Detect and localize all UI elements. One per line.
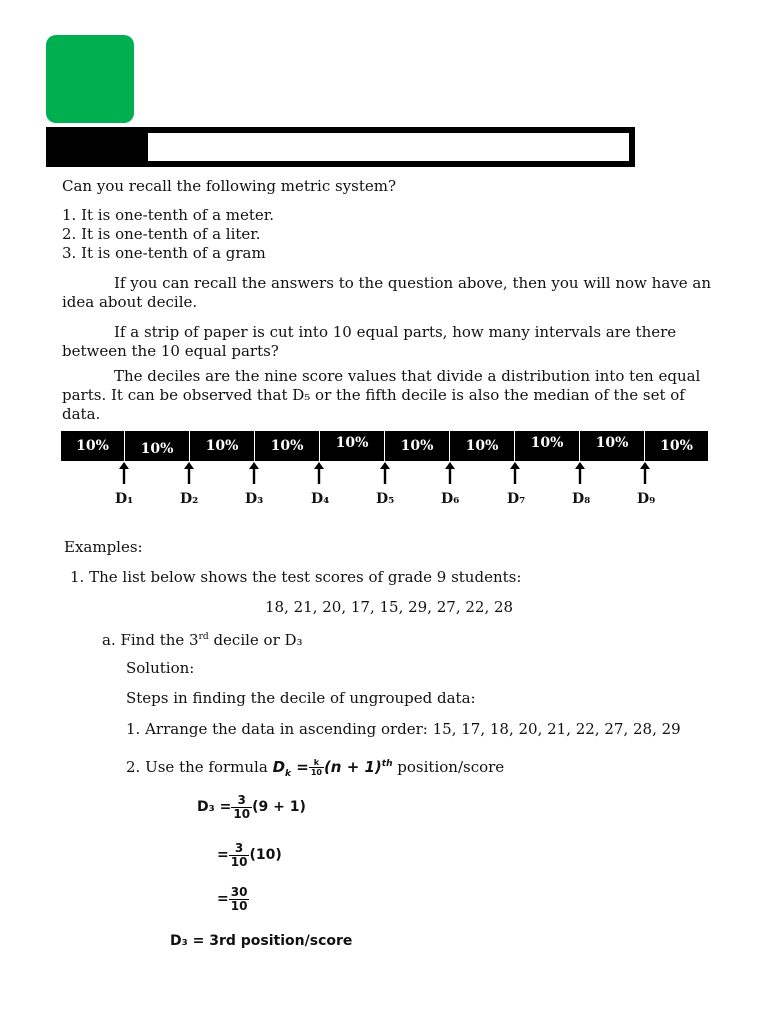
decile-label: D₂	[180, 491, 199, 507]
step-2: 2. Use the formula $D_k$ = $\frac{k}{10}$ $(n + 1)^{th}$ position/score	[126, 758, 505, 779]
arrow-up-icon	[639, 462, 651, 484]
strip-segment: 10%	[530, 435, 564, 451]
strip-segment: 10%	[595, 435, 629, 451]
strip-segment: 10%	[465, 438, 499, 454]
calc-line-3: = $\frac{30}{10}$	[217, 884, 248, 913]
strip-segment: 10%	[335, 435, 369, 451]
decile-label: D₈	[572, 491, 591, 507]
list-item: 2. It is one-tenth of a liter.	[62, 225, 261, 243]
solution-label: Solution:	[126, 659, 195, 677]
arrow-up-icon	[118, 462, 130, 484]
decile-label: D₆	[441, 491, 460, 507]
calc-line-1: D₃ = $\frac{3}{10}$ (9 + 1)	[197, 792, 306, 821]
strip-segment: 10%	[76, 438, 109, 454]
strip-segment: 10%	[205, 438, 239, 454]
arrow-up-icon	[248, 462, 260, 484]
lesson-badge	[46, 35, 134, 123]
arrow-up-icon	[313, 462, 325, 484]
arrow-up-icon	[574, 462, 586, 484]
decile-label: D₇	[507, 491, 526, 507]
part-a: a. Find the 3rd decile or D₃	[102, 631, 303, 649]
intro-question: Can you recall the following metric system?	[62, 177, 397, 195]
strip-segment: 10%	[140, 441, 174, 457]
list-item: 1. It is one-tenth of a meter.	[62, 206, 275, 224]
strip-segment: 10%	[400, 438, 434, 454]
decile-label: D₄	[311, 491, 330, 507]
paragraph-recall: If you can recall the answers to the question above, then you will now have an idea about decile.	[62, 274, 711, 311]
arrow-up-icon	[509, 462, 521, 484]
decile-label: D₃	[245, 491, 264, 507]
steps-heading: Steps in finding the decile of ungrouped data:	[126, 689, 476, 707]
title-field	[148, 133, 629, 161]
paragraph-deciles: The deciles are the nine score values that divide a distribution into ten equal parts. It can be observed that D₅ or the fifth decile is also the median of the set of data.	[62, 367, 701, 423]
example-item: 1. The list below shows the test scores of grade 9 students:	[70, 568, 522, 586]
arrow-up-icon	[444, 462, 456, 484]
formula: $D_k$ = $\frac{k}{10}$ $(n + 1)^{th}$	[272, 758, 393, 779]
decile-label: D₉	[637, 491, 656, 507]
calc-line-2: = $\frac{3}{10}$ (10)	[217, 840, 282, 869]
calc-result: D₃ = 3rd position/score	[170, 933, 353, 949]
paragraph-strip: If a strip of paper is cut into 10 equal parts, how many intervals are there between the 10 equal parts?	[62, 323, 677, 360]
list-item: 3. It is one-tenth of a gram	[62, 244, 266, 262]
examples-heading: Examples:	[64, 538, 143, 556]
arrow-up-icon	[379, 462, 391, 484]
scores-list: 18, 21, 20, 17, 15, 29, 27, 22, 28	[265, 598, 514, 616]
decile-label: D₁	[115, 491, 134, 507]
decile-label: D₅	[376, 491, 395, 507]
step-1: 1. Arrange the data in ascending order: 15, 17, 18, 20, 21, 22, 27, 28, 29	[126, 720, 681, 738]
strip-segment: 10%	[270, 438, 304, 454]
strip-segment: 10%	[660, 438, 693, 454]
arrow-up-icon	[183, 462, 195, 484]
